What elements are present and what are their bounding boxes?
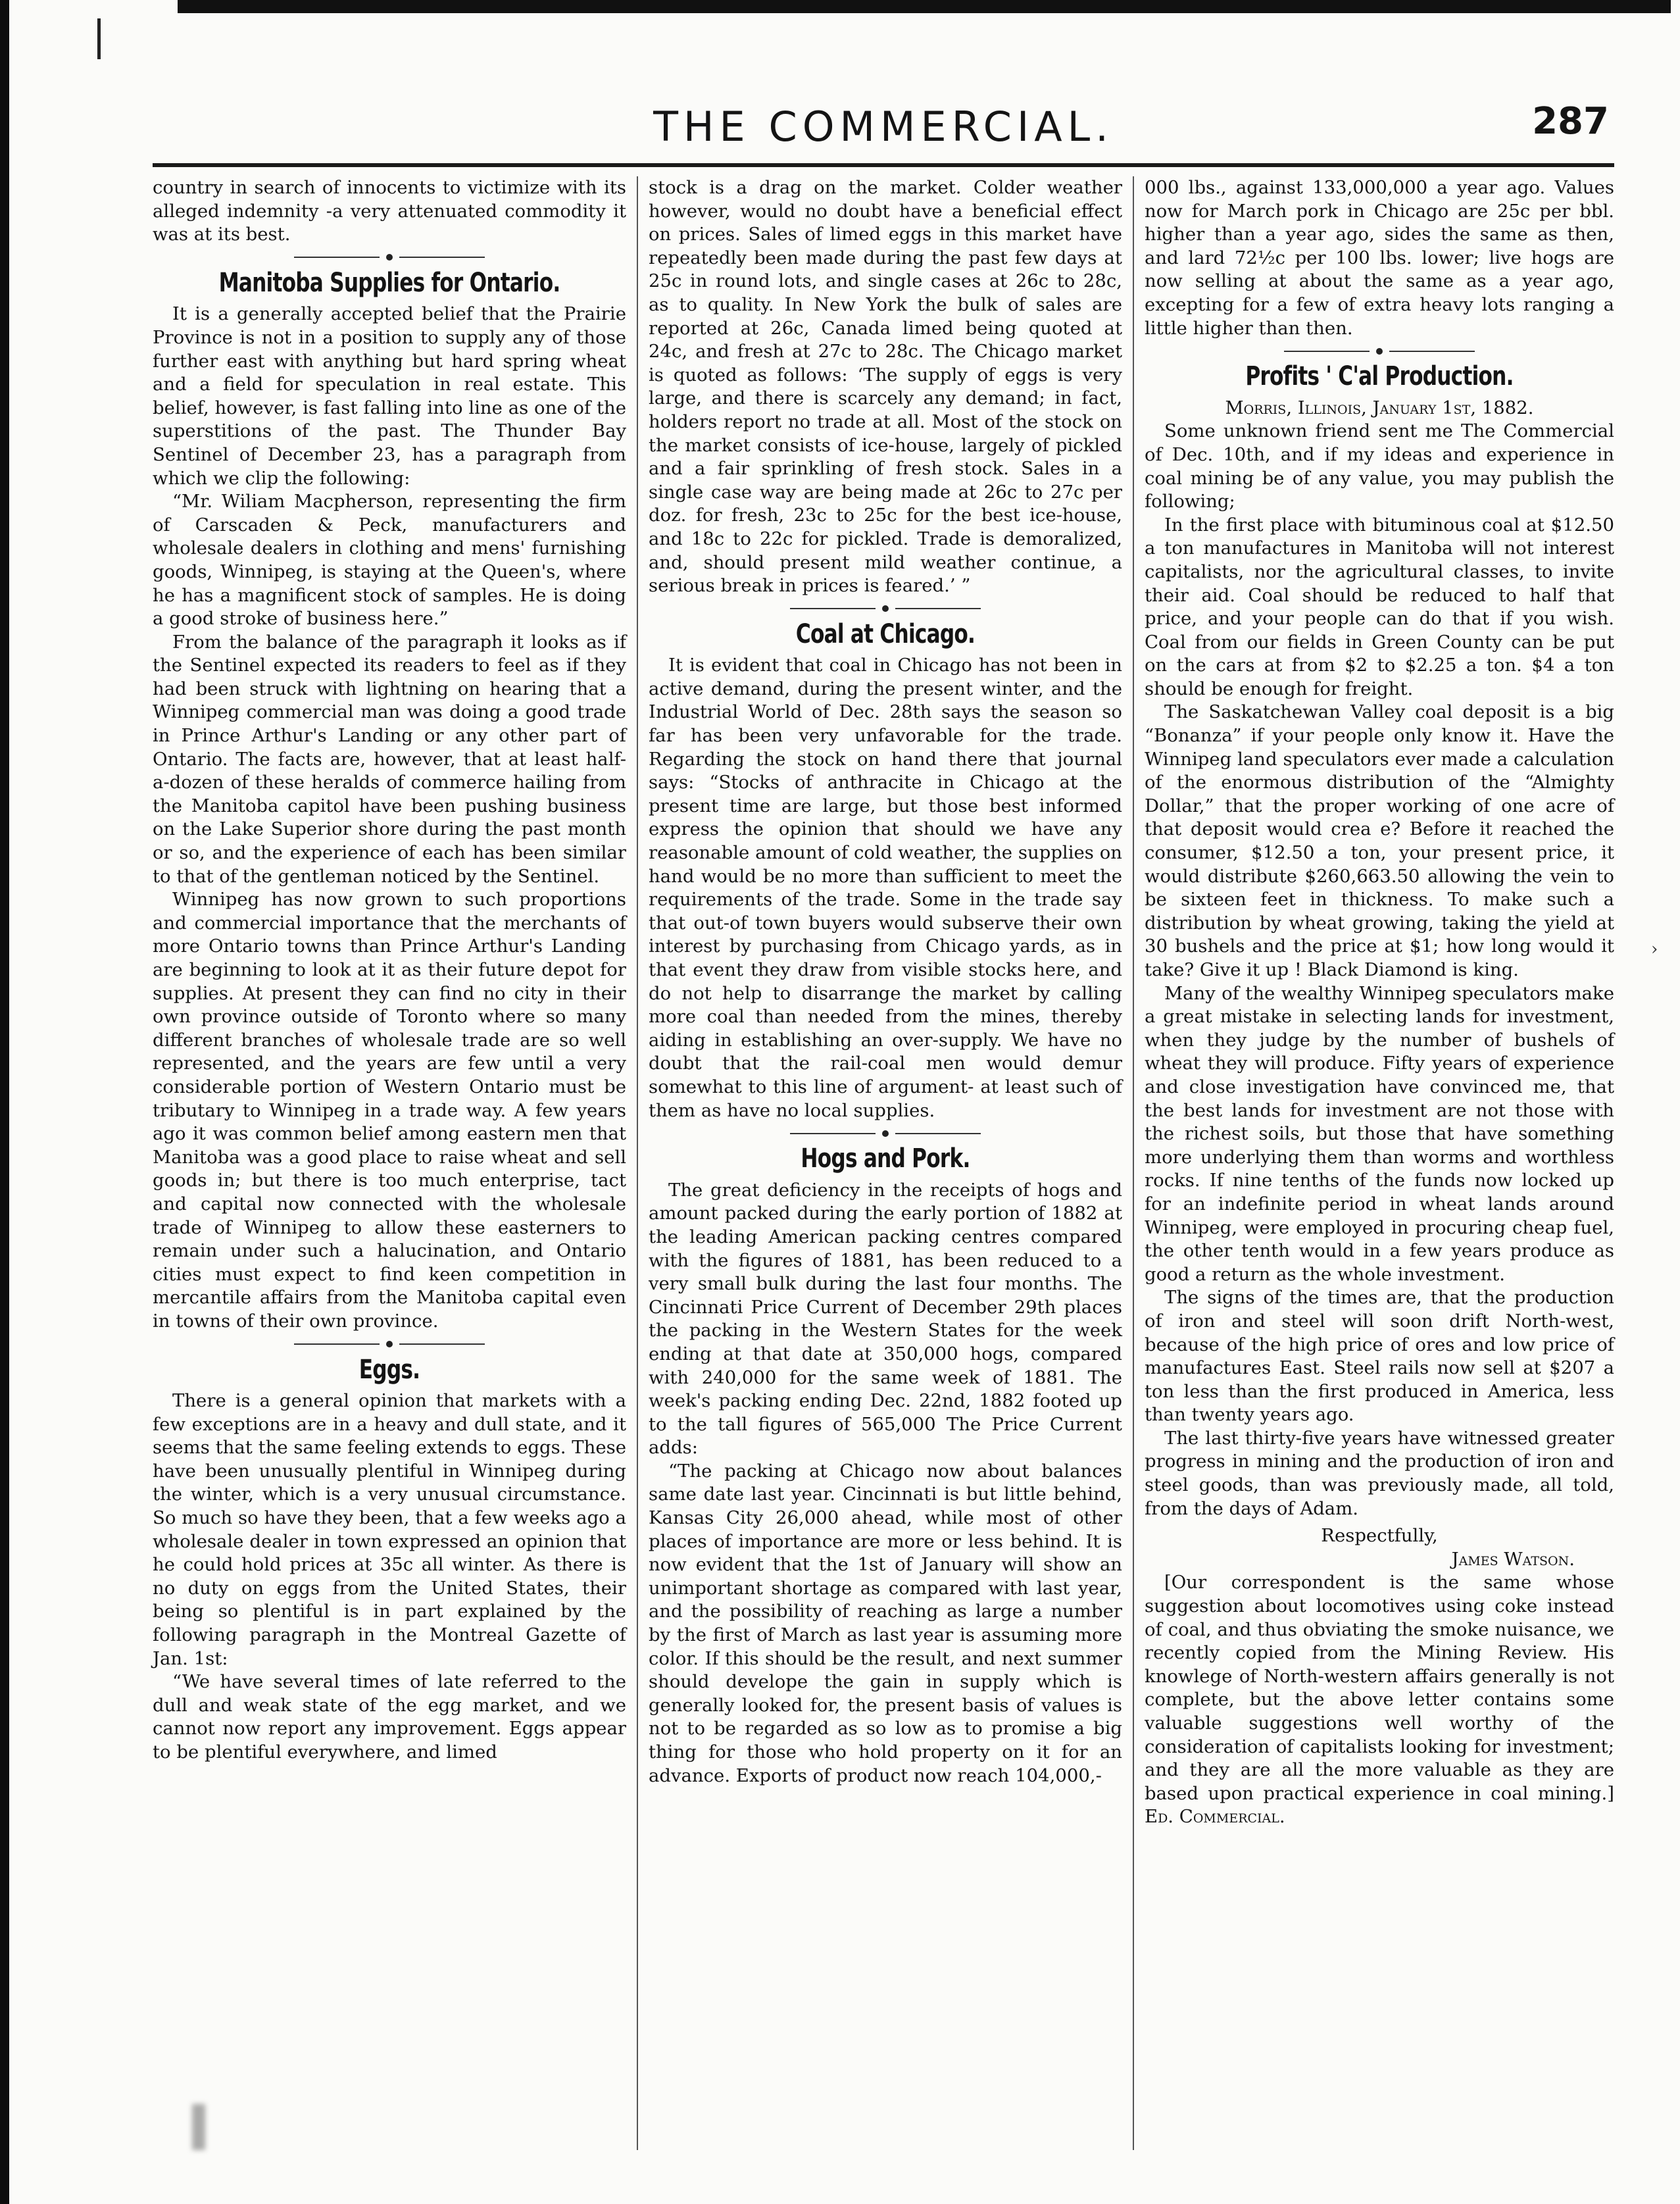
article-paragraph: There is a general opinion that markets with a few exceptions are in a heavy and dull state, and it seems that the same feeling extends to eggs. These have been unusually plentiful in Winnipeg during the winter, which is a very unusual circumstance. So much so have they been, that a few weeks ago a wholesale dealer in town expressed an opinion that he could hold prices at 35c all winter. As there is no duty on eggs from the United States, their being so plentiful is in part explained by the following paragraph in the Montreal Gazette of Jan. 1st: [153, 1390, 626, 1669]
article-paragraph: It is a generally accepted belief that the Prairie Province is not in a position to supply any of those further east with anything but hard spring wheat and a field for speculation in real estate. This belief, however, is fast falling into line as one of the superstitions of the past. The Thunder Bay Sentinel of December 23, has a paragraph from which we clip the following: [153, 303, 626, 489]
article-continuation: stock is a drag on the market. Colder weather however, would no doubt have a beneficial effect on prices. Sales of limed eggs in this market have repeatedly been made during the past few days at 25c in round lots, and single cases at 26c to 28c, as to quality. In New York the bulk of sales are reported at 26c, Canada limed being quoted at 24c, and fresh at 27c to 28c. The Chicago market is quoted as follows: ‘The supply of eggs is very large, and there is scarcely any demand; in fact, holders report no trade at all. Most of the stock on the market consists of ice-house, largely of pickled and a fair sprinkling of fresh stock. Sales in a single case way are being made at 26c to 27c per doz. for fresh, 23c to 25c for the best ice-house, and 18c to 22c for pickled. Trade is demoralized, and, should present mild weather continue, a serious break in prices is feared.’ ” [649, 177, 1122, 597]
article-heading: Coal at Chicago. [795, 618, 976, 649]
article-paragraph: In the first place with bituminous coal at $12.50 a ton manufactures in Manitoba will not interest capitalists, nor the agricultural classes, to invite their aid. Coal should be reduced to half that price, and your people can do that if you wish. Coal from our fields in Green County can be put on the cars at from $2 to $2.25 a ton. $4 a ton should be enough for freight. [1145, 514, 1614, 699]
editor-signature: Ed. Commercial. [1145, 1806, 1285, 1828]
editor-note-text: [Our correspondent is the same whose suggestion about locomotives using coke instead of coal, and thus obviating the smoke nuisance, we recently copied from the Mining Review. His knowlege of North-western affairs generally is not complete, but the above letter contains some valuable suggestions well worthy of the consideration of capitalists looking for investment; and they are all the more valuable as they are based upon practical experience in coal mining.] [1145, 1572, 1614, 1804]
section-separator [1145, 344, 1614, 356]
article-heading: Eggs. [358, 1354, 420, 1385]
article-quote: “We have several times of late referred to the dull and weak state of the egg market, and we cannot now report any improvement. Eggs appear to be plentiful everywhere, and limed [153, 1671, 626, 1763]
section-separator [153, 251, 626, 263]
article-paragraph: Many of the wealthy Winnipeg speculators make a great mistake in selecting lands for investment, when they judge by the number of bushels of wheat they will produce. Fifty years of experience and close investigation have convinced me, that the best lands for investment are not those with the richest soils, but those that have something more underlying them than worms and worthless rocks. If nine tenths of the funds now locked up for an indefinite period in wheat lands around Winnipeg, were employed in procuring cheap fuel, the other tenth would in a few years produce as good a return as the whole investment. [1145, 982, 1614, 1285]
corner-mark [97, 18, 101, 59]
article-paragraph: Some unknown friend sent me The Commercial of Dec. 10th, and if my ideas and experience in coal mining be of any value, you may publish the following; [1145, 420, 1614, 513]
article-continuation: country in search of innocents to victimize with its alleged indemnity -a very attenuated commodity it was at its best. [153, 177, 626, 245]
column-3 [1145, 176, 1614, 1829]
section-separator [153, 1338, 626, 1349]
column-2 [649, 176, 1122, 1788]
article-paragraph: Winnipeg has now grown to such proportions and commercial importance that the merchants of more Ontario towns than Prince Arthur's Landing are beginning to look at it as their future depot for supplies. At present they can find no city in their own province outside of Toronto where so many different branches of wholesale trade are so well represented, and the years are few until a very considerable portion of Western Ontario must be tributary to Winnipeg in a trade way. A few years ago it was common belief among eastern men that Manitoba was a good place to raise wheat and sell goods in; but there is too much enterprise, tact and capital now connected with the wholesale trade of Winnipeg to allow these easterners to remain under such a halucination, and Ontario cities must expect to find keen competition in mercantile affairs from the Manitoba capital even in towns of their own province. [153, 889, 626, 1332]
column-1 [153, 176, 626, 1765]
margin-tick-mark: › [1651, 939, 1658, 959]
page-number: 287 [1532, 100, 1609, 143]
letter-signature: James Watson. [1451, 1548, 1575, 1570]
letter-signoff: Respectfully, [1321, 1525, 1438, 1547]
section-separator [649, 1126, 1122, 1138]
header-rule [153, 163, 1614, 167]
scan-smudge [192, 2104, 205, 2150]
editor-note [1145, 1571, 1614, 1829]
section-separator [649, 602, 1122, 614]
article-heading: Profits ' C'al Production. [1245, 361, 1514, 392]
column-divider-2 [1133, 176, 1134, 2150]
article-paragraph: It is evident that coal in Chicago has not been in active demand, during the present winter, and the Industrial World of Dec. 28th says the season so far has been very unfavorable for the trade. Regarding the stock on hand there that journal says: “Stocks of anthracite in Chicago at the present time are large, but those best informed express the opinion that should we have any reasonable amount of cold weather, the supplies on hand would be no more than sufficient to meet the requirements of the trade. Some in the trade say that out-of town buyers would subserve their own interest by purchasing from Chicago yards, as in that event they draw from visible stocks here, and do not help to disarrange the market by calling more coal than needed from the mines, thereby aiding in establishing an over-supply. We have no doubt that the rail-coal men would demur somewhat to this line of argument- at least such of them as have no local supplies. [649, 655, 1122, 1121]
article-paragraph: The Saskatchewan Valley coal deposit is a big “Bonanza” if your people only know it. Have the Winnipeg land speculators ever made a calculation of the enormous distribution of the “Almighty Dollar,” that the proper working of one acre of that deposit would crea e? Before it reached the consumer, $12.50 a ton, your present price, it would distribute $260,663.50 allowing the vein to be sixteen feet in thickness. To make such a distribution by wheat growing, taking the yield at 30 bushels and the price at $1; how long would it take? Give it up ! Black Diamond is king. [1145, 701, 1614, 980]
article-paragraph: The last thirty-five years have witnessed greater progress in mining and the production of iron and steel goods, than was previously made, all told, from the days of Adam. [1145, 1427, 1614, 1519]
letter-dateline: Morris, Illinois, January 1st, 1882. [1225, 397, 1534, 418]
article-paragraph: The great deficiency in the receipts of hogs and amount packed during the early portion of 1882 at the leading American packing centres compared with the figures of 1881, has been reduced to a very small bulk during the last four months. The Cincinnati Price Current of December 29th places the packing in the Western States for the week ending at that date at 350,000 hogs, compared with 240,000 for the same week of 1881. The week's packing ending Dec. 22nd, 1882 footed up to the tall figures of 565,000 The Price Current adds: [649, 1179, 1122, 1459]
top-border-rule [178, 0, 1671, 13]
masthead-title: THE COMMERCIAL. [653, 103, 1114, 151]
article-quote: “Mr. Wiliam Macpherson, representing the firm of Carscaden & Peck, manufacturers and wholesale dealers in clothing and mens' furnishing goods, Winnipeg, is staying at the Queen's, where he has a magnificent stock of samples. He is doing a good stroke of business here.” [153, 491, 626, 630]
page-header [153, 99, 1614, 158]
article-continuation: 000 lbs., against 133,000,000 a year ago. Values now for March pork in Chicago are 25c per bbl. higher than a year ago, sides the same as then, and lard 72½c per 100 lbs. lower; live hogs are now selling at about the same as a year ago, excepting for a few of extra heavy lots ranging a little higher than then. [1145, 177, 1614, 339]
article-paragraph: The signs of the times are, that the production of iron and steel will soon drift North-west, because of the high price of ores and low price of manufactures East. Steel rails now sell at $207 a ton less than the first produced in America, less than twenty years ago. [1145, 1287, 1614, 1426]
article-heading: Hogs and Pork. [801, 1143, 970, 1174]
column-divider-1 [637, 176, 638, 2150]
article-heading: Manitoba Supplies for Ontario. [218, 267, 560, 298]
article-paragraph: From the balance of the paragraph it looks as if the Sentinel expected its readers to feel as if they had been struck with lightning on hearing that a Winnipeg commercial man was doing a good trade in Prince Arthur's Landing or any other part of Ontario. The facts are, however, that at least half-a-dozen of these heralds of commerce hailing from the Manitoba capitol have been pushing business on the Lake Superior shore during the past month or so, and the experience of each has been similar to that of the gentleman noticed by the Sentinel. [153, 631, 626, 887]
scan-left-edge [0, 0, 9, 2204]
article-quote: “The packing at Chicago now about balances same date last year. Cincinnati is but little behind, Kansas City 26,000 ahead, while most of other places of importance are more or less behind. It is now evident that the 1st of January will show an unimportant shortage as compared with last year, and the possibility of reaching as large a number by the first of March as last year is assuming more color. If this should be the result, and next summer should develope the gain in supply which is generally looked for, the present basis of values is not to be regarded as so low as to promise a big thing for those who hold property on it for an advance. Exports of product now reach 104,000,- [649, 1460, 1122, 1786]
